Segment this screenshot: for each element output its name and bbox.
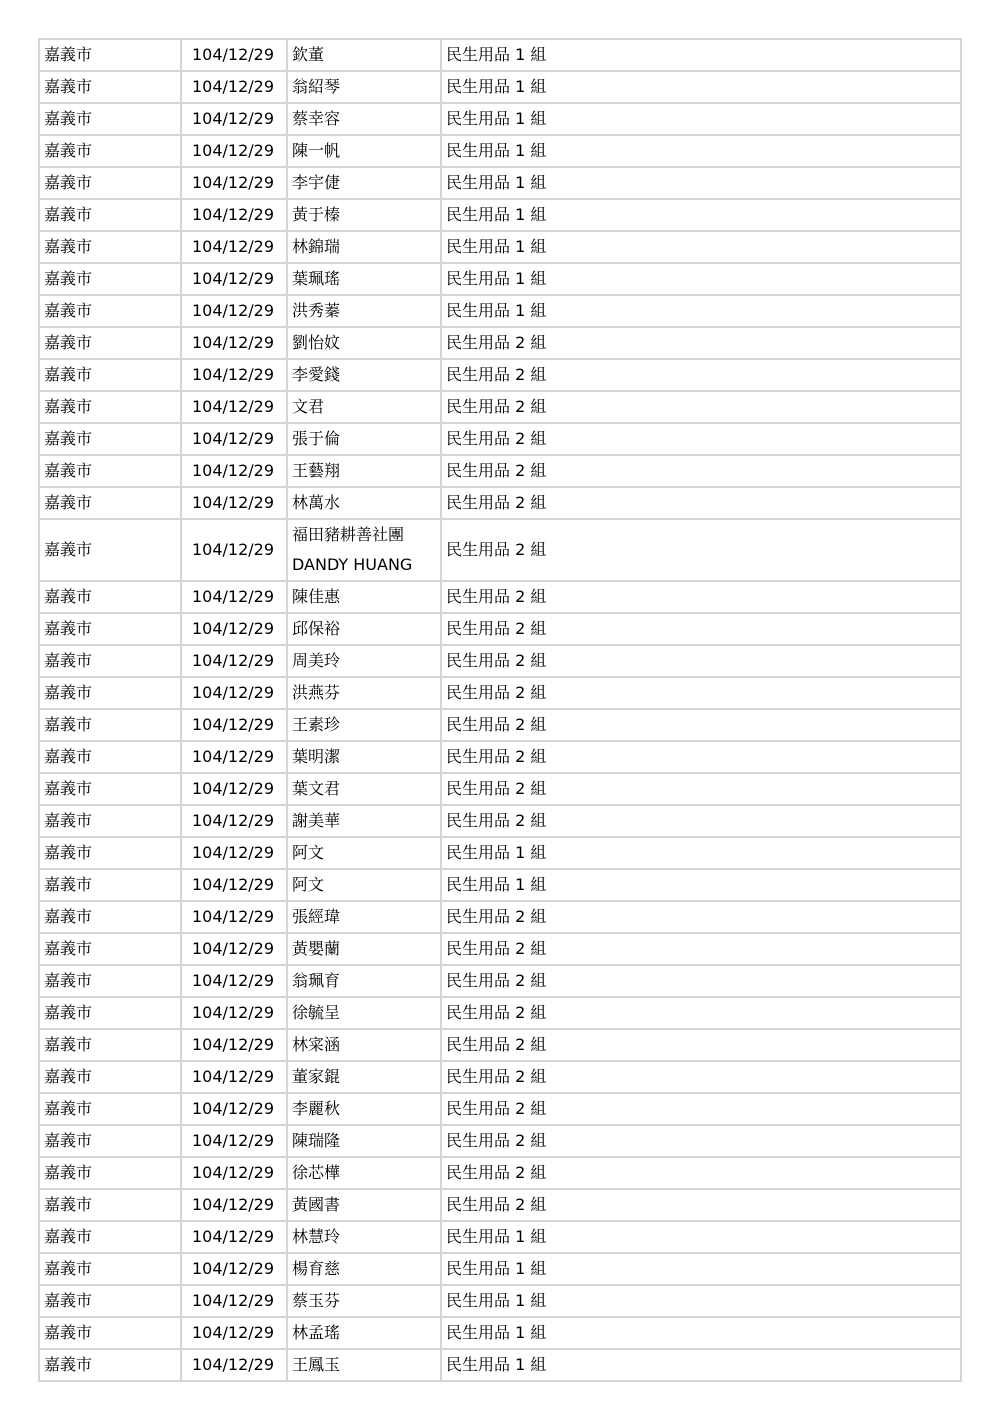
item-cell: 民生用品 2 組	[441, 581, 961, 613]
item-cell: 民生用品 1 組	[441, 1285, 961, 1317]
donor-name-cell: 劉怡妏	[287, 327, 441, 359]
donor-name-cell: 黃于榛	[287, 199, 441, 231]
donor-name-cell: 林寀涵	[287, 1029, 441, 1061]
city-cell: 嘉義市	[39, 613, 181, 645]
item-cell: 民生用品 1 組	[441, 295, 961, 327]
table-row	[39, 933, 961, 965]
item-cell: 民生用品 1 組	[441, 71, 961, 103]
date-cell: 104/12/29	[181, 1285, 287, 1317]
date-cell: 104/12/29	[181, 677, 287, 709]
item-cell: 民生用品 1 組	[441, 231, 961, 263]
item-cell: 民生用品 1 組	[441, 869, 961, 901]
donor-name-line-2: DANDY HUANG	[292, 555, 413, 574]
city-cell: 嘉義市	[39, 869, 181, 901]
donor-name-cell: 欽董	[287, 39, 441, 71]
table-row	[39, 613, 961, 645]
date-cell: 104/12/29	[181, 487, 287, 519]
date-cell: 104/12/29	[181, 1221, 287, 1253]
city-cell: 嘉義市	[39, 71, 181, 103]
date-cell: 104/12/29	[181, 933, 287, 965]
date-cell: 104/12/29	[181, 1157, 287, 1189]
item-cell: 民生用品 2 組	[441, 1189, 961, 1221]
donation-table	[38, 38, 962, 1382]
table-row	[39, 487, 961, 519]
city-cell: 嘉義市	[39, 167, 181, 199]
table-row	[39, 455, 961, 487]
item-cell: 民生用品 2 組	[441, 965, 961, 997]
donor-name-cell: 王鳳玉	[287, 1349, 441, 1381]
donor-name-cell: 葉珮瑤	[287, 263, 441, 295]
item-cell: 民生用品 2 組	[441, 645, 961, 677]
date-cell: 104/12/29	[181, 1349, 287, 1381]
date-cell: 104/12/29	[181, 1317, 287, 1349]
date-cell: 104/12/29	[181, 869, 287, 901]
date-cell: 104/12/29	[181, 519, 287, 581]
city-cell: 嘉義市	[39, 391, 181, 423]
item-cell: 民生用品 2 組	[441, 423, 961, 455]
city-cell: 嘉義市	[39, 773, 181, 805]
table-row	[39, 869, 961, 901]
city-cell: 嘉義市	[39, 1317, 181, 1349]
item-cell: 民生用品 1 組	[441, 1253, 961, 1285]
item-cell: 民生用品 1 組	[441, 199, 961, 231]
table-row	[39, 901, 961, 933]
table-row	[39, 837, 961, 869]
city-cell: 嘉義市	[39, 965, 181, 997]
date-cell: 104/12/29	[181, 645, 287, 677]
date-cell: 104/12/29	[181, 997, 287, 1029]
date-cell: 104/12/29	[181, 741, 287, 773]
date-cell: 104/12/29	[181, 581, 287, 613]
donor-name-cell: 林慧玲	[287, 1221, 441, 1253]
item-cell: 民生用品 2 組	[441, 741, 961, 773]
table-row	[39, 231, 961, 263]
city-cell: 嘉義市	[39, 709, 181, 741]
item-cell: 民生用品 2 組	[441, 1029, 961, 1061]
date-cell: 104/12/29	[181, 901, 287, 933]
donor-name-cell: 葉明潔	[287, 741, 441, 773]
city-cell: 嘉義市	[39, 135, 181, 167]
item-cell: 民生用品 1 組	[441, 39, 961, 71]
donor-name-cell: 周美玲	[287, 645, 441, 677]
city-cell: 嘉義市	[39, 519, 181, 581]
donor-name-cell: 林錦瑞	[287, 231, 441, 263]
date-cell: 104/12/29	[181, 167, 287, 199]
item-cell: 民生用品 2 組	[441, 1093, 961, 1125]
donor-name-cell: 葉文君	[287, 773, 441, 805]
item-cell: 民生用品 1 組	[441, 263, 961, 295]
item-cell: 民生用品 2 組	[441, 391, 961, 423]
table-row	[39, 709, 961, 741]
city-cell: 嘉義市	[39, 581, 181, 613]
date-cell: 104/12/29	[181, 965, 287, 997]
item-cell: 民生用品 2 組	[441, 1157, 961, 1189]
date-cell: 104/12/29	[181, 1253, 287, 1285]
table-row	[39, 965, 961, 997]
city-cell: 嘉義市	[39, 1189, 181, 1221]
donor-name-cell: 陳佳惠	[287, 581, 441, 613]
city-cell: 嘉義市	[39, 103, 181, 135]
donor-name-cell: 徐毓呈	[287, 997, 441, 1029]
table-row	[39, 1125, 961, 1157]
date-cell: 104/12/29	[181, 613, 287, 645]
table-row	[39, 135, 961, 167]
item-cell: 民生用品 1 組	[441, 135, 961, 167]
donor-name-cell: 王素珍	[287, 709, 441, 741]
table-row	[39, 1157, 961, 1189]
date-cell: 104/12/29	[181, 1029, 287, 1061]
city-cell: 嘉義市	[39, 1125, 181, 1157]
donor-name-cell: 洪秀蓁	[287, 295, 441, 327]
donor-name-cell: 翁珮育	[287, 965, 441, 997]
city-cell: 嘉義市	[39, 933, 181, 965]
table-row	[39, 71, 961, 103]
donor-name-line: 福田豬耕善社團	[292, 525, 405, 544]
item-cell: 民生用品 2 組	[441, 455, 961, 487]
date-cell: 104/12/29	[181, 837, 287, 869]
table-row	[39, 39, 961, 71]
table-row	[39, 263, 961, 295]
city-cell: 嘉義市	[39, 677, 181, 709]
donor-name-cell: 陳瑞隆	[287, 1125, 441, 1157]
city-cell: 嘉義市	[39, 837, 181, 869]
donor-name-cell: 蔡玉芬	[287, 1285, 441, 1317]
item-cell: 民生用品 1 組	[441, 837, 961, 869]
donor-name-cell: 李麗秋	[287, 1093, 441, 1125]
donor-name-cell: 張經瑋	[287, 901, 441, 933]
city-cell: 嘉義市	[39, 231, 181, 263]
item-cell: 民生用品 2 組	[441, 1061, 961, 1093]
item-cell: 民生用品 2 組	[441, 359, 961, 391]
city-cell: 嘉義市	[39, 1061, 181, 1093]
table-row	[39, 295, 961, 327]
donor-name-cell	[287, 519, 441, 581]
donor-name-cell: 張于倫	[287, 423, 441, 455]
item-cell: 民生用品 2 組	[441, 773, 961, 805]
city-cell: 嘉義市	[39, 645, 181, 677]
donor-name-cell: 陳一帆	[287, 135, 441, 167]
item-cell: 民生用品 2 組	[441, 327, 961, 359]
table-row	[39, 199, 961, 231]
table-row	[39, 677, 961, 709]
city-cell: 嘉義市	[39, 1349, 181, 1381]
table-row	[39, 773, 961, 805]
item-cell: 民生用品 2 組	[441, 933, 961, 965]
item-cell: 民生用品 2 組	[441, 677, 961, 709]
date-cell: 104/12/29	[181, 773, 287, 805]
item-cell: 民生用品 1 組	[441, 167, 961, 199]
city-cell: 嘉義市	[39, 39, 181, 71]
item-cell: 民生用品 2 組	[441, 487, 961, 519]
donor-name-cell: 楊育慈	[287, 1253, 441, 1285]
table-row	[39, 103, 961, 135]
table-row	[39, 741, 961, 773]
donor-name-cell: 林孟瑤	[287, 1317, 441, 1349]
donor-name-cell: 阿文	[287, 837, 441, 869]
table-row	[39, 423, 961, 455]
date-cell: 104/12/29	[181, 423, 287, 455]
date-cell: 104/12/29	[181, 135, 287, 167]
donor-name-cell: 董家錕	[287, 1061, 441, 1093]
donor-name-cell: 李愛錢	[287, 359, 441, 391]
city-cell: 嘉義市	[39, 805, 181, 837]
table-row	[39, 1189, 961, 1221]
date-cell: 104/12/29	[181, 1093, 287, 1125]
date-cell: 104/12/29	[181, 263, 287, 295]
city-cell: 嘉義市	[39, 741, 181, 773]
date-cell: 104/12/29	[181, 327, 287, 359]
table-row	[39, 1253, 961, 1285]
date-cell: 104/12/29	[181, 1061, 287, 1093]
item-cell: 民生用品 2 組	[441, 613, 961, 645]
table-row	[39, 1221, 961, 1253]
donor-name-cell: 徐芯樺	[287, 1157, 441, 1189]
date-cell: 104/12/29	[181, 103, 287, 135]
date-cell: 104/12/29	[181, 1189, 287, 1221]
table-row	[39, 519, 961, 581]
city-cell: 嘉義市	[39, 997, 181, 1029]
city-cell: 嘉義市	[39, 199, 181, 231]
date-cell: 104/12/29	[181, 295, 287, 327]
date-cell: 104/12/29	[181, 805, 287, 837]
donor-name-cell: 王藝翔	[287, 455, 441, 487]
item-cell: 民生用品 2 組	[441, 519, 961, 581]
table-row	[39, 1093, 961, 1125]
date-cell: 104/12/29	[181, 709, 287, 741]
city-cell: 嘉義市	[39, 455, 181, 487]
donor-name-cell: 李宇倢	[287, 167, 441, 199]
item-cell: 民生用品 2 組	[441, 709, 961, 741]
item-cell: 民生用品 1 組	[441, 103, 961, 135]
item-cell: 民生用品 2 組	[441, 805, 961, 837]
date-cell: 104/12/29	[181, 359, 287, 391]
donor-name-cell: 林萬水	[287, 487, 441, 519]
donor-name-cell: 洪燕芬	[287, 677, 441, 709]
table-row	[39, 391, 961, 423]
table-row	[39, 645, 961, 677]
city-cell: 嘉義市	[39, 423, 181, 455]
item-cell: 民生用品 2 組	[441, 901, 961, 933]
table-row	[39, 997, 961, 1029]
donor-name-cell: 阿文	[287, 869, 441, 901]
table-row	[39, 167, 961, 199]
item-cell: 民生用品 1 組	[441, 1221, 961, 1253]
donor-name-cell: 邱保裕	[287, 613, 441, 645]
date-cell: 104/12/29	[181, 71, 287, 103]
date-cell: 104/12/29	[181, 231, 287, 263]
item-cell: 民生用品 2 組	[441, 997, 961, 1029]
date-cell: 104/12/29	[181, 391, 287, 423]
city-cell: 嘉義市	[39, 359, 181, 391]
city-cell: 嘉義市	[39, 1157, 181, 1189]
donor-name-cell: 翁紹琴	[287, 71, 441, 103]
city-cell: 嘉義市	[39, 901, 181, 933]
item-cell: 民生用品 1 組	[441, 1349, 961, 1381]
table-row	[39, 1029, 961, 1061]
table-row	[39, 1349, 961, 1381]
city-cell: 嘉義市	[39, 1221, 181, 1253]
donor-name-cell: 謝美華	[287, 805, 441, 837]
donor-name-cell: 黃嬰蘭	[287, 933, 441, 965]
date-cell: 104/12/29	[181, 455, 287, 487]
donor-name-cell: 蔡幸容	[287, 103, 441, 135]
item-cell: 民生用品 1 組	[441, 1317, 961, 1349]
date-cell: 104/12/29	[181, 39, 287, 71]
city-cell: 嘉義市	[39, 295, 181, 327]
city-cell: 嘉義市	[39, 1285, 181, 1317]
city-cell: 嘉義市	[39, 487, 181, 519]
table-row	[39, 805, 961, 837]
date-cell: 104/12/29	[181, 1125, 287, 1157]
table-row	[39, 1317, 961, 1349]
table-row	[39, 359, 961, 391]
date-cell: 104/12/29	[181, 199, 287, 231]
donor-name-cell: 黃國書	[287, 1189, 441, 1221]
city-cell: 嘉義市	[39, 1029, 181, 1061]
table-row	[39, 327, 961, 359]
table-row	[39, 1285, 961, 1317]
city-cell: 嘉義市	[39, 263, 181, 295]
city-cell: 嘉義市	[39, 1093, 181, 1125]
item-cell: 民生用品 2 組	[441, 1125, 961, 1157]
city-cell: 嘉義市	[39, 327, 181, 359]
table-body	[39, 39, 961, 1381]
table-row	[39, 1061, 961, 1093]
city-cell: 嘉義市	[39, 1253, 181, 1285]
table-row	[39, 581, 961, 613]
donor-name-cell: 文君	[287, 391, 441, 423]
